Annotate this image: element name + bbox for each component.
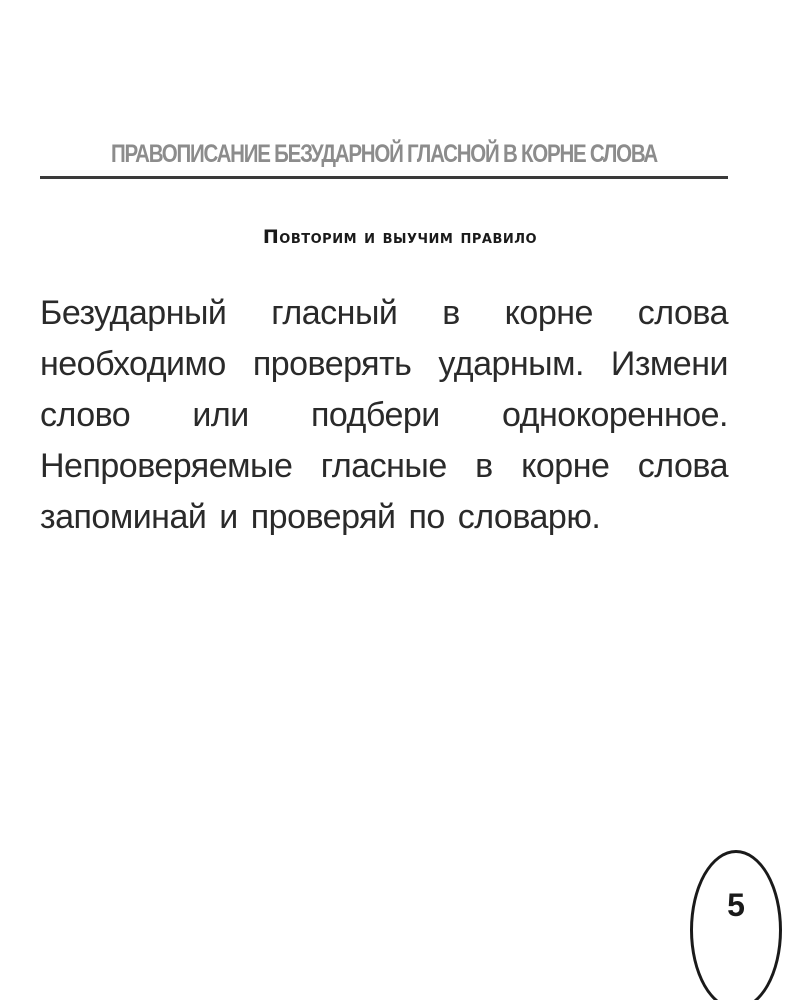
page-number-circle (690, 850, 782, 1000)
section-title: ПРАВОПИСАНИЕ БЕЗУДАРНОЙ ГЛАСНОЙ В КОРНЕ СЛОВА (110, 140, 658, 168)
rule-subheading: Повторим и выучим правило (262, 226, 538, 248)
page-number: 5 (727, 887, 745, 923)
section-header (40, 140, 728, 179)
rule-text: Безударный гласный в корне слова необходимо проверять ударным. Измени слово или подбери однокоренное. Непроверяемые гласные в корне слова запоминай и проверяй по словарю. (40, 294, 728, 536)
